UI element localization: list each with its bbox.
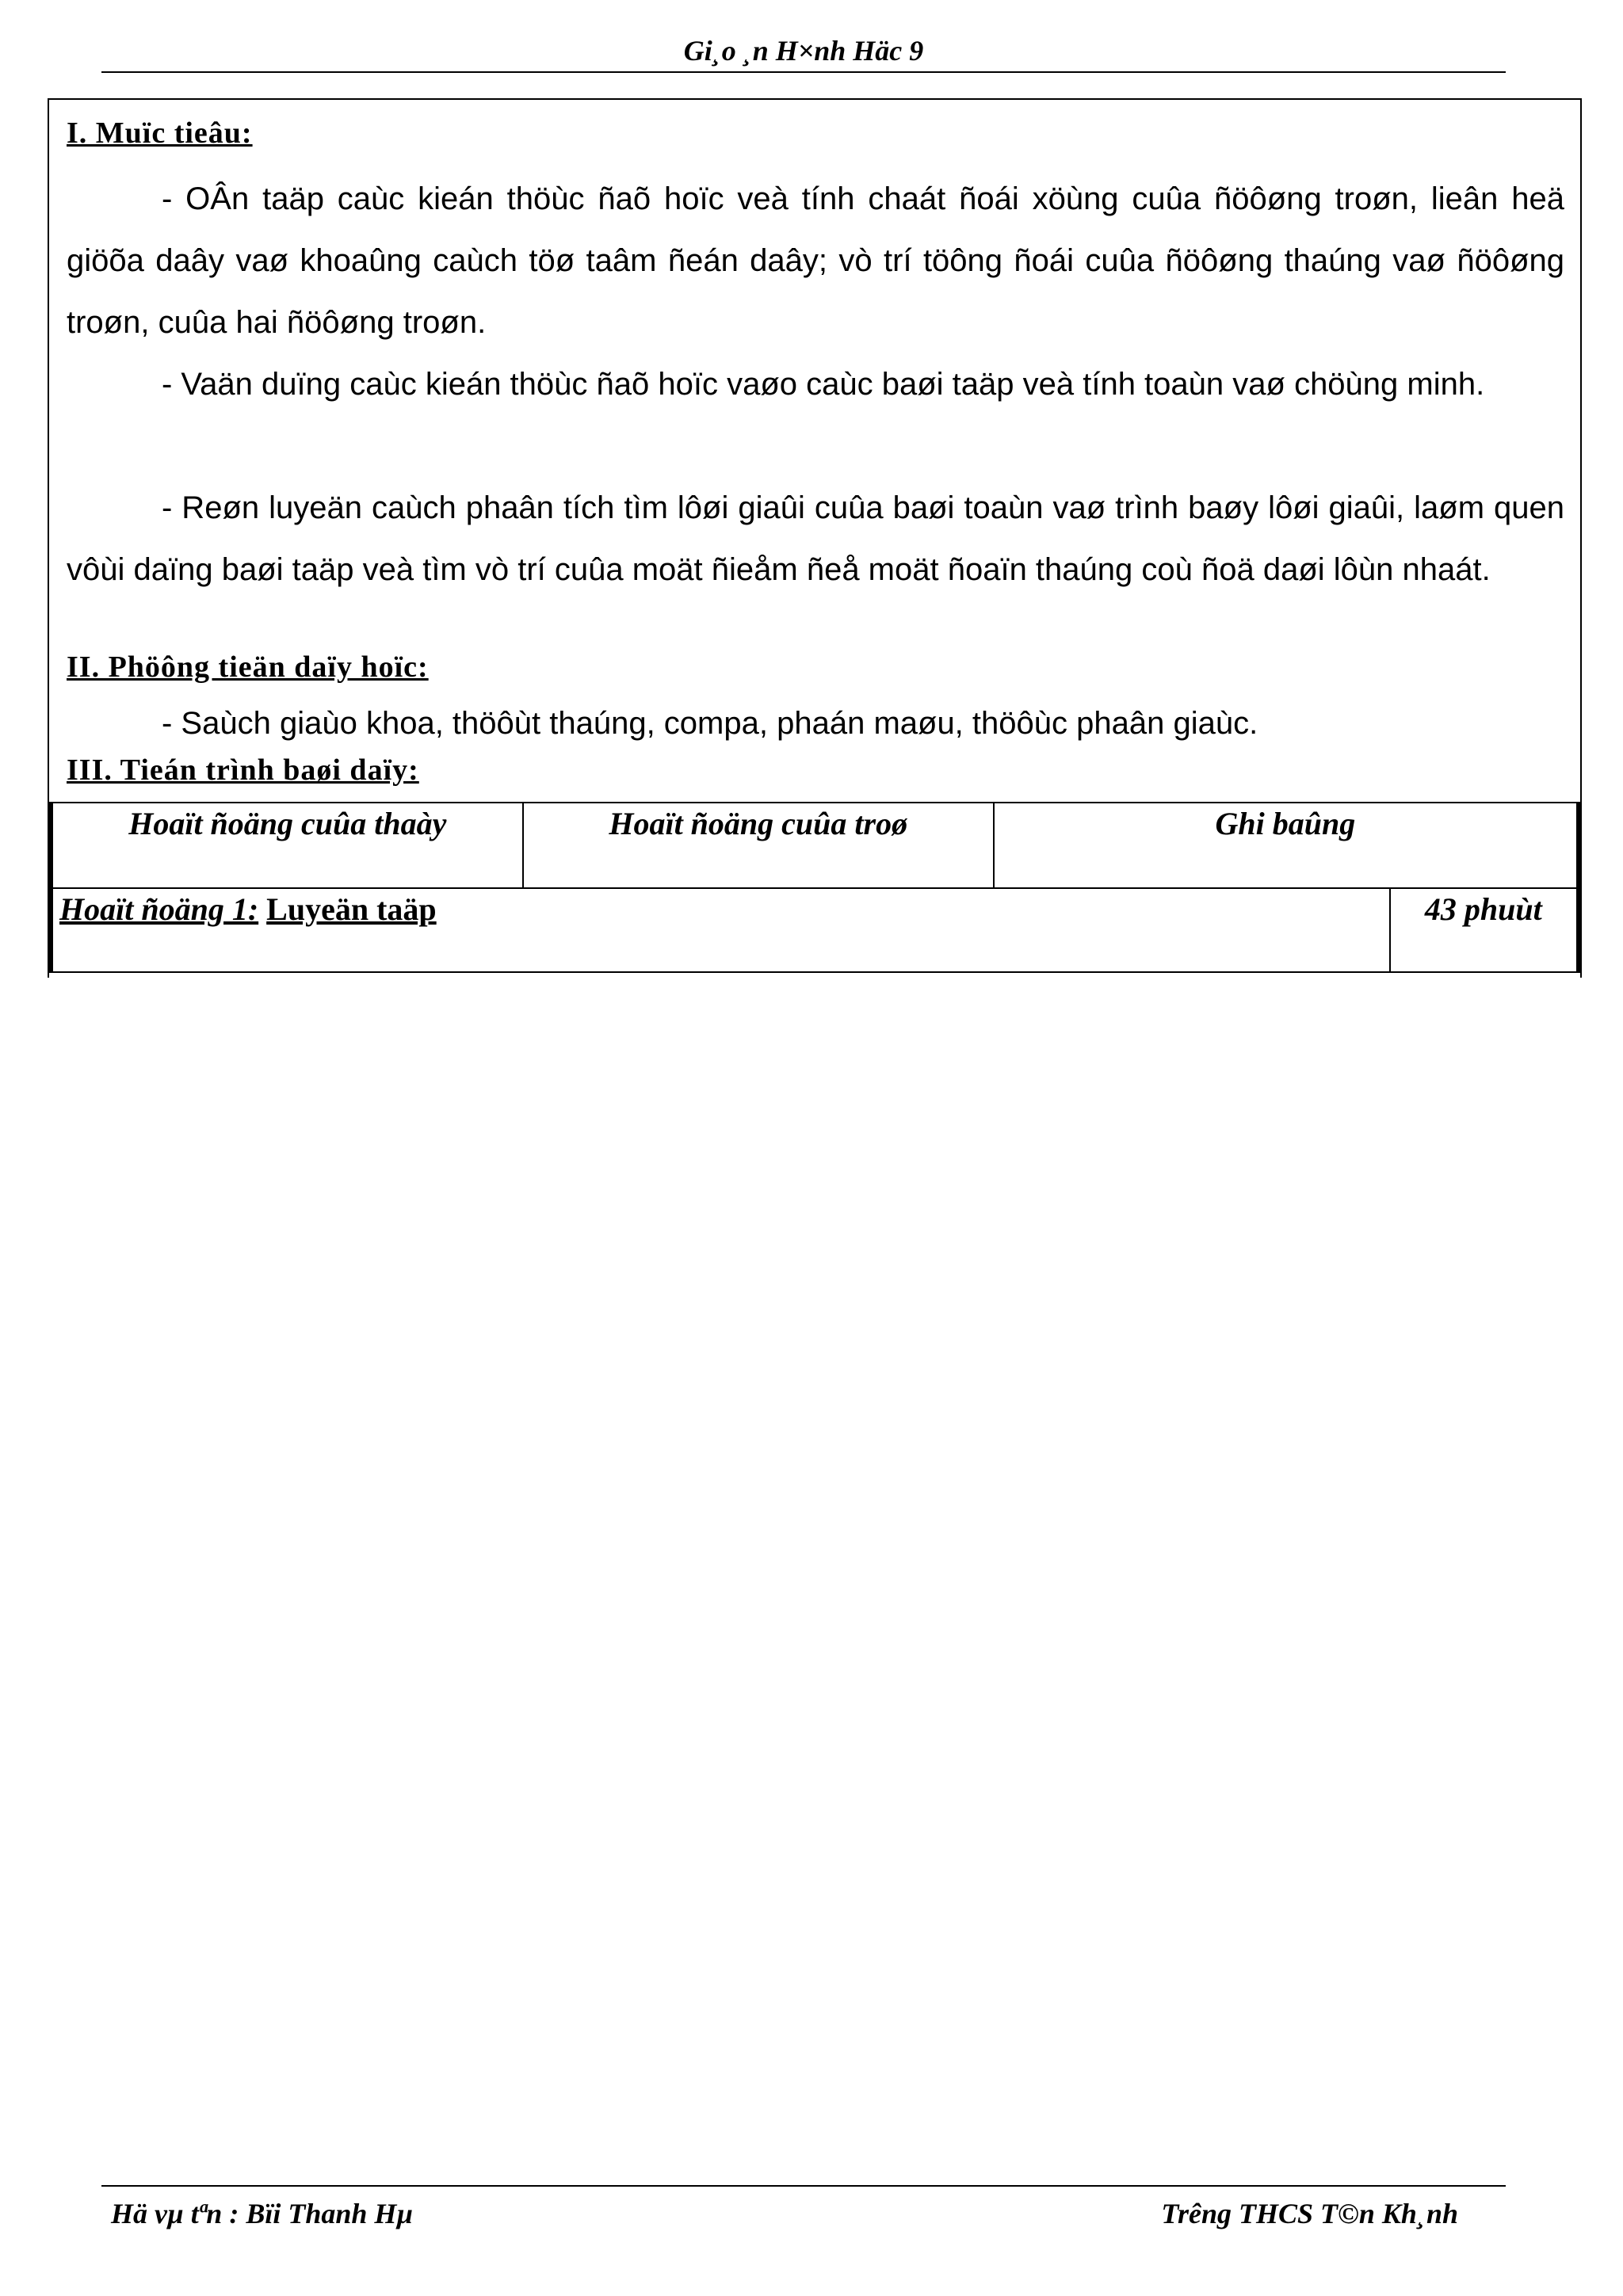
materials-heading: II. Phöông tieän daïy hoïc: bbox=[67, 650, 429, 684]
page-header bbox=[101, 30, 1506, 73]
activity-title-cell bbox=[51, 888, 1390, 972]
lesson-table bbox=[48, 802, 1582, 973]
activity-time: 43 phuùt bbox=[1390, 888, 1579, 972]
board-notes-header: Ghi baûng bbox=[994, 803, 1579, 888]
table-header-row bbox=[51, 803, 1579, 888]
activity-row bbox=[51, 888, 1579, 972]
student-activity-header: Hoaït ñoäng cuûa troø bbox=[523, 803, 994, 888]
footer-author: Hä vµ tªn : Bïi Thanh Hµ bbox=[111, 2198, 414, 2229]
materials-paragraph: - Saùch giaùo khoa, thöôùt thaúng, compa, phaán maøu, thöôùc phaân giaùc. bbox=[162, 706, 1258, 741]
header-title: Gi¸o ¸n H×nh Häc 9 bbox=[683, 35, 924, 67]
page-footer bbox=[101, 2185, 1506, 2229]
procedure-heading: III. Tieán trình baøi daïy: bbox=[67, 753, 419, 787]
objective-paragraph-1: - OÂn taäp caùc kieán thöùc ñaõ hoïc veà tính chaát ñoái xöùng cuûa ñöôøng troøn, lieân heä giöõa daây vaø khoaûng caùch töø taâm ñeán daây; vò trí töông ñoái cuûa ñöôøng thaúng vaø ñöôøng troøn, cuûa hai ñöôøng troøn. bbox=[67, 181, 1564, 340]
activity-title: Luyeän taäp bbox=[266, 891, 437, 927]
activity-label: Hoaït ñoäng 1: bbox=[59, 891, 259, 927]
objective-paragraph-2: - Vaän duïng caùc kieán thöùc ñaõ hoïc vaøo caùc baøi taäp veà tính toaùn vaø chöùng minh. bbox=[162, 367, 1485, 402]
objectives-heading: I. Muïc tieâu: bbox=[67, 116, 253, 150]
footer-school: Trêng THCS T©n Kh¸nh bbox=[1161, 2198, 1458, 2229]
objective-paragraph-3: - Reøn luyeän caùch phaân tích tìm lôøi giaûi cuûa baøi toaùn vaø trình baøy lôøi giaûi, laøm quen vôùi daïng baøi taäp veà tìm vò trí cuûa moät ñieåm ñeå moät ñoaïn thaúng coù ñoä daøi lôùn nhaát. bbox=[67, 490, 1564, 587]
teacher-activity-header: Hoaït ñoäng cuûa thaày bbox=[51, 803, 523, 888]
